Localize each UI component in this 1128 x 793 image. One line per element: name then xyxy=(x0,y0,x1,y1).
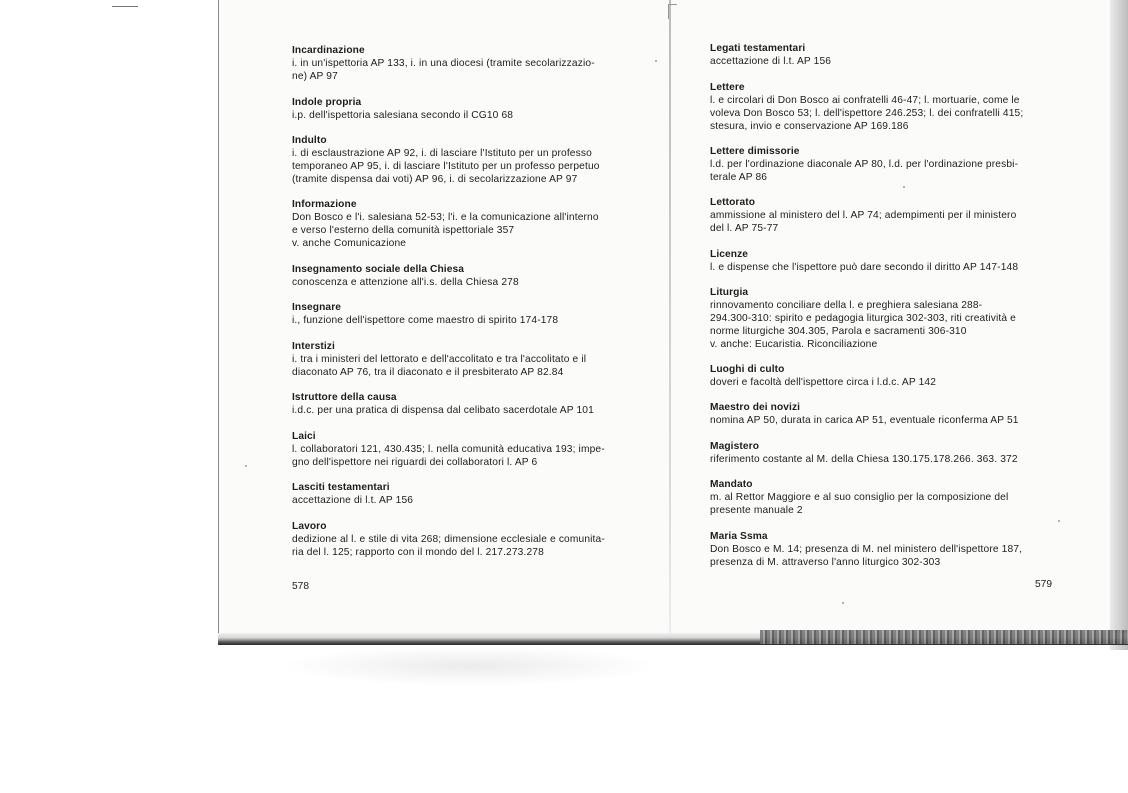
index-line: i. di esclaustrazione AP 92, i. di lasciare l'Istituto per un professo xyxy=(292,148,592,159)
page-edge xyxy=(1110,0,1128,650)
index-line: Don Bosco e l'i. salesiana 52-53; l'i. e la comunicazione all'interno xyxy=(292,212,599,223)
index-term: Lettere xyxy=(710,82,745,93)
index-line: l. e circolari di Don Bosco ai confratelli 46-47; l. mortuarie, come le xyxy=(710,95,1020,106)
index-term: Interstizi xyxy=(292,341,335,352)
index-term: Indulto xyxy=(292,135,327,146)
index-entry xyxy=(710,248,1052,274)
index-term: Lasciti testamentari xyxy=(292,482,390,493)
scan-speck xyxy=(842,602,844,604)
index-term: Lavoro xyxy=(292,521,327,532)
index-line: accettazione di l.t. AP 156 xyxy=(292,495,414,506)
index-line: diaconato AP 76, tra il diaconato e il presbiterato AP 82.84 xyxy=(292,367,564,378)
index-entry xyxy=(710,401,1052,427)
index-term: Indole propria xyxy=(292,97,362,108)
index-line: Don Bosco e M. 14; presenza di M. nel ministero dell'ispettore 187, xyxy=(710,544,1023,555)
index-line: ria del l. 125; rapporto con il mondo del l. 217.273.278 xyxy=(292,547,544,558)
index-line: l. collaboratori 121, 430.435; l. nella comunità educativa 193; impe- xyxy=(292,444,605,455)
book-gutter xyxy=(669,0,671,640)
index-line: v. anche: Eucaristia. Riconciliazione xyxy=(710,339,878,350)
index-term: Liturgia xyxy=(710,287,749,298)
index-term: Maria Ssma xyxy=(710,531,768,542)
index-term: Incardinazione xyxy=(292,45,365,56)
index-line: nomina AP 50, durata in carica AP 51, eventuale riconferma AP 51 xyxy=(710,415,1019,426)
index-line: conoscenza e attenzione all'i.s. della Chiesa 278 xyxy=(292,277,519,288)
page-number: 579 xyxy=(1035,579,1052,590)
index-line: accettazione di l.t. AP 156 xyxy=(710,56,832,67)
index-entry xyxy=(710,145,1052,184)
index-line: i. in un'ispettoria AP 133, i. in una diocesi (tramite secolarizzazio- xyxy=(292,58,595,69)
index-entry xyxy=(292,44,636,83)
index-entry xyxy=(710,81,1052,133)
index-entry xyxy=(710,363,1052,389)
index-line: m. al Rettor Maggiore e al suo consiglio per la composizione del xyxy=(710,492,1009,503)
scan-speck xyxy=(245,465,247,467)
index-entry xyxy=(292,481,636,507)
index-line: e verso l'esterno della comunità ispettoriale 357 xyxy=(292,225,515,236)
index-term: Laici xyxy=(292,431,316,442)
index-line: ammissione al ministero del l. AP 74; adempimenti per il ministero xyxy=(710,210,1017,221)
index-term: Insegnamento sociale della Chiesa xyxy=(292,264,465,275)
index-term: Insegnare xyxy=(292,302,342,313)
index-line: i., funzione dell'ispettore come maestro di spirito 174-178 xyxy=(292,315,559,326)
index-term: Lettorato xyxy=(710,197,756,208)
index-term: Luoghi di culto xyxy=(710,364,785,375)
index-line: i.d.c. per una pratica di dispensa dal celibato sacerdotale AP 101 xyxy=(292,405,594,416)
scan-edge-mark xyxy=(112,6,138,7)
index-term: Istruttore della causa xyxy=(292,392,397,403)
index-line: ne) AP 97 xyxy=(292,71,338,82)
scan-speck xyxy=(655,60,657,62)
index-term: Mandato xyxy=(710,479,753,490)
index-line: i.p. dell'ispettoria salesiana secondo il CG10 68 xyxy=(292,110,514,121)
index-line: riferimento costante al M. della Chiesa 130.175.178.266. 363. 372 xyxy=(710,454,1018,465)
index-entry xyxy=(292,301,636,327)
index-entry xyxy=(292,263,636,289)
index-entry xyxy=(710,42,1052,68)
page-stack-edge xyxy=(760,630,1128,644)
index-line: presenza di M. attraverso l'anno liturgico 302-303 xyxy=(710,557,941,568)
index-entry xyxy=(292,391,636,417)
index-line: voleva Don Bosco 53; l. dell'ispettore 246.253; l. dei confratelli 415; xyxy=(710,108,1024,119)
index-line: gno dell'ispettore nei riguardi dei collaboratori l. AP 6 xyxy=(292,457,538,468)
index-entry xyxy=(710,530,1052,569)
index-entry xyxy=(292,96,636,122)
index-line: presente manuale 2 xyxy=(710,505,803,516)
index-line: dedizione al l. e stile di vita 268; dimensione ecclesiale e comunita- xyxy=(292,534,605,545)
index-line: (tramite dispensa dai voti) AP 96, i. di secolarizzazione AP 97 xyxy=(292,174,578,185)
index-term: Informazione xyxy=(292,199,357,210)
index-entry xyxy=(710,478,1052,517)
scan-shadow xyxy=(280,646,660,686)
index-term: Lettere dimissorie xyxy=(710,146,800,157)
index-line: 294.300-310: spirito e pedagogia liturgica 302-303, riti creatività e xyxy=(710,313,1016,324)
index-line: l.d. per l'ordinazione diaconale AP 80, l.d. per l'ordinazione presbi- xyxy=(710,159,1019,170)
index-term: Licenze xyxy=(710,249,749,260)
index-line: i. tra i ministeri del lettorato e dell'accolitato e tra l'accolitato e il xyxy=(292,354,587,365)
index-line: terale AP 86 xyxy=(710,172,768,183)
index-line: l. e dispense che l'ispettore può dare secondo il diritto AP 147-148 xyxy=(710,262,1019,273)
index-line: doveri e facoltà dell'ispettore circa i l.d.c. AP 142 xyxy=(710,377,937,388)
index-entry xyxy=(710,196,1052,235)
index-line: del l. AP 75-77 xyxy=(710,223,779,234)
index-line: norme liturgiche 304.305, Parola e sacramenti 306-310 xyxy=(710,326,967,337)
page-number: 578 xyxy=(292,581,309,592)
index-line: temporaneo AP 95, i. di lasciare l'Istituto per un professo perpetuo xyxy=(292,161,600,172)
index-term: Legati testamentari xyxy=(710,43,806,54)
index-term: Magistero xyxy=(710,441,760,452)
gutter-fold xyxy=(668,4,677,19)
index-entry xyxy=(710,286,1052,351)
index-entry xyxy=(710,440,1052,466)
index-line: v. anche Comunicazione xyxy=(292,238,407,249)
scan-speck xyxy=(1058,520,1060,522)
index-entry xyxy=(292,134,636,186)
scan-speck xyxy=(903,186,905,188)
index-term: Maestro dei novizi xyxy=(710,402,801,413)
index-entry xyxy=(292,198,636,250)
index-line: stesura, invio e conservazione AP 169.186 xyxy=(710,121,909,132)
index-line: rinnovamento conciliare della l. e preghiera salesiana 288- xyxy=(710,300,983,311)
index-entry xyxy=(292,520,636,559)
index-entry xyxy=(292,340,636,379)
index-entry xyxy=(292,430,636,469)
